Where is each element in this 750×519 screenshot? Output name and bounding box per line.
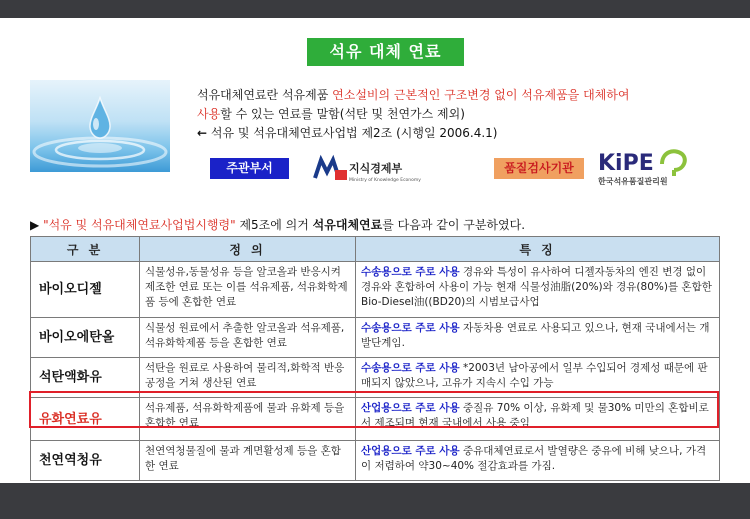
feature-bold: 산업용으로 주로 사용 bbox=[361, 402, 460, 414]
bullet-marker: ▶ bbox=[30, 218, 40, 232]
table-row bbox=[31, 262, 720, 318]
highlight-box bbox=[29, 391, 719, 428]
ministry-sub: Ministry of Knowledge Economy bbox=[349, 178, 421, 183]
row-definition: 석유제품, 석유화학제품에 물과 유화제 등을 혼합한 연료 bbox=[140, 398, 356, 441]
feature-text: 중질유 70% 이상, 유화제 및 물30% 미만의 혼합비로서 제조되며 현재 국내에서 사용 중임 bbox=[361, 402, 709, 429]
feature-text: 중유대체연료로서 발열량은 중유에 비해 낮으나, 가격이 저렴하여 약30~40% 절감효과를 가짐. bbox=[361, 445, 707, 472]
water-drop-image bbox=[30, 80, 170, 172]
row-definition: 식물성유,동물성유 등을 알코올과 반응시켜 제조한 연료 또는 이를 석유제품, 석유화학제품 등에 혼합한 연료 bbox=[140, 262, 356, 318]
row-category: 천연역청유 bbox=[31, 441, 140, 481]
subtitle-plain1: 제5조에 의거 bbox=[235, 218, 313, 232]
row-feature bbox=[356, 318, 720, 358]
row-feature bbox=[356, 441, 720, 481]
feature-bold: 수송용으로 주로 사용 bbox=[361, 266, 460, 278]
row-definition: 석탄을 원료로 사용하여 물리적,화학적 반응공정을 거쳐 생산된 연료 bbox=[140, 358, 356, 398]
subtitle bbox=[30, 216, 730, 233]
row-category: 바이오디젤 bbox=[31, 262, 140, 318]
page-title: 석유 대체 연료 bbox=[307, 38, 464, 66]
feature-bold: 수송용으로 주로 사용 bbox=[361, 362, 460, 374]
inspection-badge: 품질검사기관 bbox=[494, 158, 584, 179]
table-header-row bbox=[31, 237, 720, 262]
feature-text: 경유와 특성이 유사하여 디젤자동차의 엔진 변경 없이 경유와 혼합하여 사용이 가능 현재 식물성油脂(20%)와 경유(80%)를 혼합한 Bio-Diesel油((BD20)의 시범보급사업 bbox=[361, 266, 712, 308]
table-row bbox=[31, 441, 720, 481]
subtitle-bold: 석유대체연료 bbox=[312, 218, 383, 232]
header-definition: 정 의 bbox=[140, 237, 356, 262]
feature-text: 자동차용 연료로 사용되고 있으나, 현재 국내에서는 개발단계임. bbox=[361, 322, 710, 349]
kipe-logo bbox=[596, 142, 696, 188]
table-row bbox=[31, 318, 720, 358]
row-definition: 천연역청물질에 물과 계면활성제 등을 혼합한 연료 bbox=[140, 441, 356, 481]
department-badge: 주관부서 bbox=[210, 158, 289, 179]
bottom-bar bbox=[0, 483, 750, 519]
arrow-left-icon: ← bbox=[197, 126, 208, 140]
feature-bold: 수송용으로 주로 사용 bbox=[361, 322, 460, 334]
kipe-name: KiPE bbox=[598, 151, 654, 176]
intro-line1-plain: 석유대체연료란 석유제품 bbox=[197, 88, 333, 102]
intro-line2-plain: 할 수 있는 연료를 말함(석탄 및 천연가스 제외) bbox=[220, 107, 465, 121]
header-category: 구 분 bbox=[31, 237, 140, 262]
intro-line1-red: 연소설비의 근본적인 구조변경 없이 석유제품을 대체하여 bbox=[332, 88, 630, 102]
intro-line2-red: 사용 bbox=[197, 107, 221, 121]
row-category: 석탄액화유 bbox=[31, 358, 140, 398]
row-category: 바이오에탄올 bbox=[31, 318, 140, 358]
header-feature: 특 징 bbox=[356, 237, 720, 262]
subtitle-decree: "석유 및 석유대체연료사업법시행령" bbox=[43, 218, 236, 232]
fuel-table bbox=[30, 236, 720, 481]
subtitle-plain2: 를 다음과 같이 구분하였다. bbox=[382, 218, 526, 232]
row-category: 유화연료유 bbox=[31, 398, 140, 441]
feature-text: *2003년 남아공에서 일부 수입되어 경제성 때문에 판매되지 않았으나, 고유가 지속시 수입 가능 bbox=[361, 362, 708, 389]
kipe-sub: 한국석유품질관리원 bbox=[598, 177, 668, 186]
top-bar bbox=[0, 0, 750, 18]
ministry-name: 지식경제부 bbox=[349, 162, 403, 175]
ministry-logo bbox=[313, 152, 433, 184]
feature-bold: 산업용으로 주로 사용 bbox=[361, 445, 460, 457]
law-reference: 석유 및 석유대체연료사업법 제2조 (시행일 2006.4.1) bbox=[210, 126, 498, 140]
row-definition: 식물성 원료에서 추출한 알코올과 석유제품,석유화학제품 등을 혼합한 연료 bbox=[140, 318, 356, 358]
intro-text bbox=[197, 86, 717, 143]
row-feature bbox=[356, 262, 720, 318]
